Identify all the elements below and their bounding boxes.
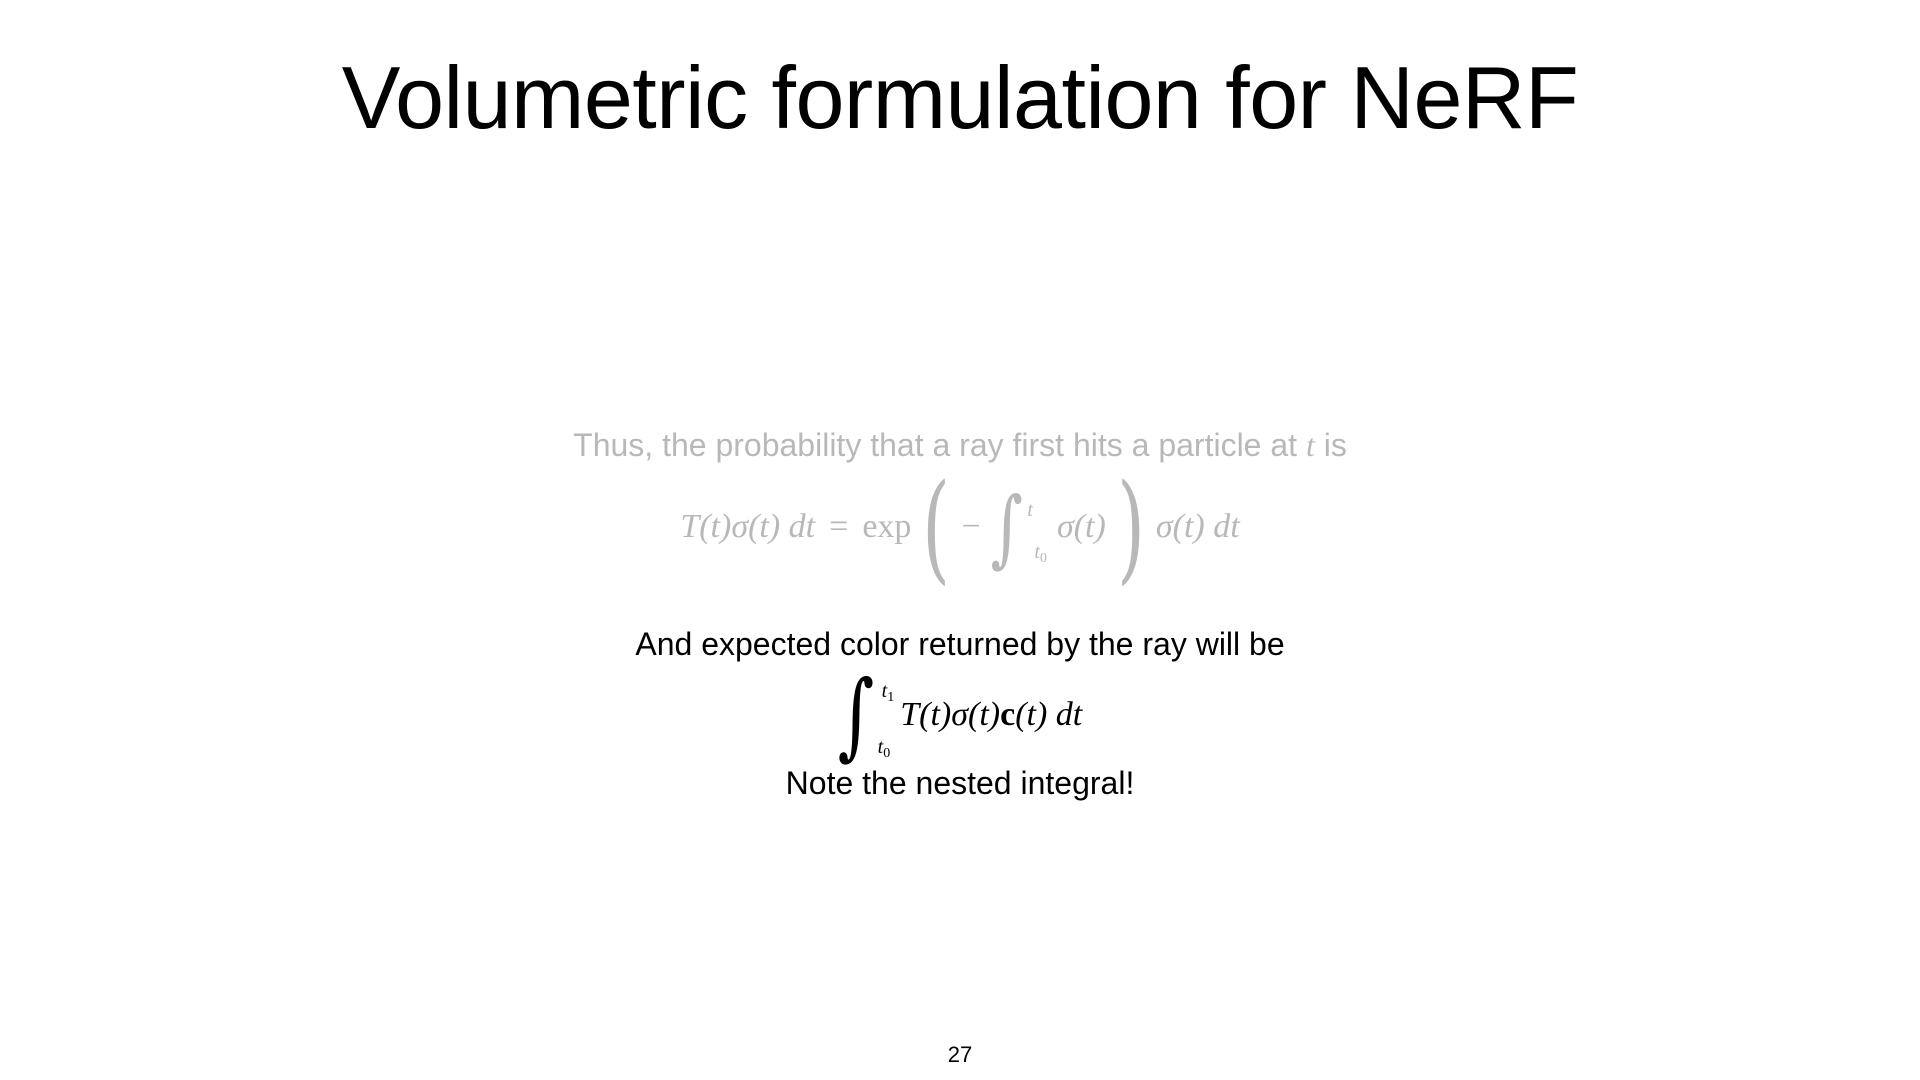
eq1-lhs: T(t)σ(t) dt (680, 508, 816, 545)
page-number: 27 (947, 1042, 973, 1067)
faded-intro-text (0, 424, 1920, 466)
integral-icon: ∫ $t_1$ $t_0$ (837, 659, 895, 771)
eq2-part1: T(t)σ(t) (900, 696, 1001, 733)
transmittance-equation (0, 458, 1920, 596)
eq1-minus: − (961, 508, 981, 545)
expected-color-equation (0, 660, 1920, 770)
eq2-integral-upper: $t_1$ (881, 680, 895, 706)
left-paren-icon: ( (922, 458, 951, 596)
eq1-exp: exp (862, 508, 912, 545)
faded-intro-prefix: Thus, the probability that a ray first hits a particle at (573, 427, 1298, 463)
nested-integral-note: Note the nested integral! (785, 765, 1135, 801)
integral-icon: ∫ t $t_0$ (990, 477, 1047, 577)
eq1-integral-upper: t (1027, 498, 1033, 521)
eq2-part2: (t) dt (1015, 696, 1083, 733)
eq1-tail: σ(t) dt (1155, 508, 1240, 545)
eq1-integrand: σ(t) (1056, 508, 1106, 545)
eq1-integral-lower: $t_0$ (1034, 541, 1047, 567)
faded-intro-suffix: is (1323, 427, 1347, 463)
faded-intro-variable: t (1305, 427, 1315, 463)
expected-color-text: And expected color returned by the ray will be (635, 626, 1285, 662)
slide-title: Volumetric formulation for NeRF (341, 48, 1579, 147)
eq1-equals: = (829, 508, 849, 545)
eq2-color-c: c (1000, 696, 1016, 733)
right-paren-icon: ) (1117, 458, 1145, 596)
eq2-integral-lower: $t_0$ (877, 735, 891, 761)
